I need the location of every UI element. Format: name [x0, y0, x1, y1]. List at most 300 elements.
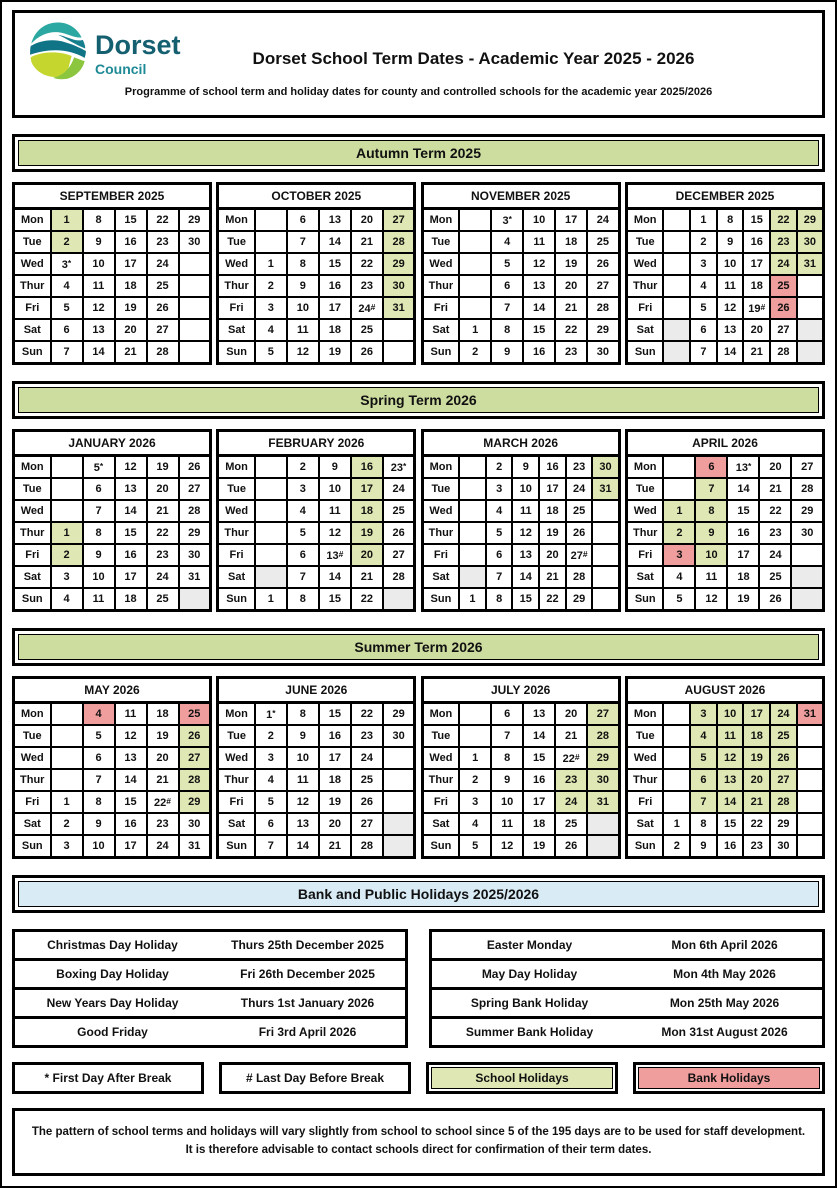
- day-label: Tue: [218, 478, 255, 500]
- week-row: [218, 341, 415, 364]
- day-cell: [587, 813, 619, 835]
- week-row: [422, 703, 619, 726]
- day-cell: 13*: [727, 456, 759, 479]
- week-row: [626, 297, 823, 319]
- day-cell: 10: [695, 544, 727, 566]
- day-label: Tue: [422, 725, 459, 747]
- week-row: [422, 835, 619, 858]
- day-cell: 25: [147, 275, 179, 297]
- bank-holiday-row: [431, 989, 824, 1018]
- day-cell: 2: [459, 769, 491, 791]
- day-cell: 23: [555, 769, 587, 791]
- day-cell: 16: [115, 231, 147, 253]
- day-cell: 23: [555, 341, 587, 364]
- week-row: [218, 747, 415, 769]
- holiday-name: Christmas Day Holiday: [14, 931, 211, 960]
- day-cell: 14: [717, 791, 744, 813]
- day-label: Mon: [218, 703, 255, 726]
- day-cell: 24: [383, 478, 415, 500]
- day-cell: [179, 319, 211, 341]
- day-cell: 18: [523, 813, 555, 835]
- day-cell: 11: [523, 231, 555, 253]
- day-cell: 4: [255, 319, 287, 341]
- day-cell: 16: [743, 231, 770, 253]
- week-row: [422, 522, 619, 544]
- day-cell: 8: [287, 253, 319, 275]
- day-cell: 20: [539, 544, 566, 566]
- day-cell: 12: [491, 835, 523, 858]
- day-cell: 18: [115, 275, 147, 297]
- day-cell: 27: [179, 478, 211, 500]
- day-cell: [383, 747, 415, 769]
- day-cell: 29: [383, 703, 415, 726]
- day-cell: 28: [791, 478, 823, 500]
- day-cell: [663, 341, 690, 364]
- day-cell: 28: [770, 341, 797, 364]
- day-label: Tue: [626, 478, 663, 500]
- day-cell: 1: [459, 588, 486, 611]
- holiday-name: New Years Day Holiday: [14, 989, 211, 1018]
- day-cell: 31: [587, 791, 619, 813]
- day-label: Mon: [14, 209, 51, 232]
- day-label: Sun: [422, 835, 459, 858]
- week-row: [626, 566, 823, 588]
- day-cell: [663, 725, 690, 747]
- day-cell: [51, 500, 83, 522]
- day-cell: 6: [695, 456, 727, 479]
- week-row: [626, 478, 823, 500]
- day-label: Sun: [14, 835, 51, 858]
- day-cell: 19: [523, 835, 555, 858]
- day-cell: 25: [587, 231, 619, 253]
- calendar-june-2026: [216, 676, 416, 859]
- day-cell: [663, 791, 690, 813]
- calendar-october-2025: [216, 182, 416, 365]
- week-row: [14, 725, 211, 747]
- week-row: [626, 791, 823, 813]
- week-row: [626, 209, 823, 232]
- day-cell: 1: [459, 747, 491, 769]
- day-cell: 11: [319, 500, 351, 522]
- day-label: Thur: [14, 275, 51, 297]
- day-cell: [383, 341, 415, 364]
- day-cell: [663, 456, 695, 479]
- day-cell: 19: [727, 588, 759, 611]
- bank-holiday-table: [12, 929, 408, 1048]
- day-cell: 14: [115, 769, 147, 791]
- dorset-council-logo: [27, 20, 181, 82]
- day-cell: [459, 297, 491, 319]
- day-cell: 3: [459, 791, 491, 813]
- day-cell: 1: [663, 500, 695, 522]
- day-cell: 1: [51, 791, 83, 813]
- day-cell: 9: [512, 456, 539, 479]
- day-cell: 6: [255, 813, 287, 835]
- day-cell: 19: [351, 522, 383, 544]
- week-row: [14, 747, 211, 769]
- day-cell: 9: [83, 544, 115, 566]
- day-label: Wed: [14, 500, 51, 522]
- day-label: Sat: [14, 813, 51, 835]
- day-cell: 9: [319, 456, 351, 479]
- day-cell: 31: [797, 703, 824, 726]
- day-cell: 5: [255, 791, 287, 813]
- day-cell: 25: [770, 275, 797, 297]
- day-cell: 20: [759, 456, 791, 479]
- week-row: [14, 522, 211, 544]
- day-cell: 23: [351, 275, 383, 297]
- bank-holiday-row: [14, 960, 407, 989]
- dorset-council-logo-icon: [27, 20, 89, 82]
- day-cell: 3: [690, 703, 717, 726]
- day-marker: *: [747, 460, 752, 471]
- day-label: Tue: [14, 725, 51, 747]
- day-cell: 30: [797, 231, 824, 253]
- day-cell: 26: [351, 341, 383, 364]
- day-label: Mon: [14, 456, 51, 479]
- day-cell: 7: [690, 341, 717, 364]
- day-cell: [663, 769, 690, 791]
- day-cell: [255, 566, 287, 588]
- day-cell: 2: [255, 725, 287, 747]
- day-cell: 24#: [351, 297, 383, 319]
- day-label: Thur: [422, 275, 459, 297]
- calendar-november-2025: [421, 182, 621, 365]
- bank-holidays-band: [12, 875, 825, 913]
- week-row: [422, 500, 619, 522]
- day-cell: 14: [287, 835, 319, 858]
- day-cell: 13: [717, 769, 744, 791]
- day-cell: 1*: [255, 703, 287, 726]
- day-cell: 17: [743, 253, 770, 275]
- day-cell: 27#: [566, 544, 593, 566]
- day-cell: 22: [770, 209, 797, 232]
- day-cell: 1: [255, 253, 287, 275]
- day-label: Sun: [626, 835, 663, 858]
- day-label: Sun: [218, 835, 255, 858]
- day-cell: 25: [566, 500, 593, 522]
- day-cell: 6: [51, 319, 83, 341]
- week-row: [422, 297, 619, 319]
- day-cell: 12: [115, 456, 147, 479]
- day-cell: [459, 209, 491, 232]
- day-cell: 29: [179, 522, 211, 544]
- week-row: [422, 566, 619, 588]
- day-cell: 8: [695, 500, 727, 522]
- day-label: Sat: [626, 319, 663, 341]
- day-label: Fri: [14, 544, 51, 566]
- day-label: Thur: [14, 769, 51, 791]
- day-cell: 28: [179, 500, 211, 522]
- day-cell: [51, 725, 83, 747]
- day-cell: 19: [539, 522, 566, 544]
- day-cell: [797, 275, 824, 297]
- day-cell: [459, 275, 491, 297]
- day-cell: 4: [690, 725, 717, 747]
- day-cell: 18: [743, 725, 770, 747]
- day-label: Sun: [14, 341, 51, 364]
- day-cell: 8: [83, 209, 115, 232]
- day-cell: 4: [459, 813, 491, 835]
- week-row: [626, 275, 823, 297]
- day-cell: 20: [319, 813, 351, 835]
- day-cell: 10: [83, 835, 115, 858]
- week-row: [626, 253, 823, 275]
- day-cell: 12: [523, 253, 555, 275]
- day-cell: 23: [147, 813, 179, 835]
- day-cell: [51, 478, 83, 500]
- week-row: [14, 769, 211, 791]
- day-cell: [797, 813, 824, 835]
- day-cell: [179, 297, 211, 319]
- day-cell: 22#: [555, 747, 587, 769]
- day-cell: 3: [287, 478, 319, 500]
- day-cell: 30: [383, 275, 415, 297]
- day-cell: 21: [743, 341, 770, 364]
- day-cell: 13: [512, 544, 539, 566]
- day-cell: 7: [491, 297, 523, 319]
- day-cell: 6: [690, 769, 717, 791]
- day-cell: [383, 791, 415, 813]
- day-cell: 5: [51, 297, 83, 319]
- day-cell: 18: [147, 703, 179, 726]
- day-cell: [663, 253, 690, 275]
- month-title: MARCH 2026: [422, 431, 619, 456]
- day-marker: #: [582, 548, 588, 559]
- day-cell: 12: [83, 297, 115, 319]
- day-label: Mon: [626, 209, 663, 232]
- day-cell: 27: [770, 319, 797, 341]
- holiday-name: Easter Monday: [431, 931, 628, 960]
- day-cell: 4: [287, 500, 319, 522]
- page-subtitle: Programme of school term and holiday dates for county and controlled schools for the academic year 2025/2026: [124, 86, 713, 98]
- week-row: [422, 341, 619, 364]
- day-cell: 15: [512, 588, 539, 611]
- day-cell: 1: [663, 813, 690, 835]
- legend-label: * First Day After Break: [44, 1071, 172, 1085]
- day-marker: #: [370, 301, 376, 312]
- day-cell: 28: [147, 341, 179, 364]
- day-cell: [383, 813, 415, 835]
- day-cell: 7: [287, 566, 319, 588]
- day-cell: 5: [486, 522, 513, 544]
- day-cell: 19: [319, 341, 351, 364]
- day-cell: 8: [83, 791, 115, 813]
- day-cell: 8: [287, 588, 319, 611]
- holiday-name: Spring Bank Holiday: [431, 989, 628, 1018]
- day-label: Mon: [422, 209, 459, 232]
- day-cell: 28: [383, 231, 415, 253]
- bank-holiday-row: [14, 931, 407, 960]
- day-cell: 18: [727, 566, 759, 588]
- day-cell: 30: [791, 522, 823, 544]
- day-cell: [791, 544, 823, 566]
- day-cell: 9: [83, 231, 115, 253]
- term-band: [12, 381, 825, 419]
- holiday-date: Mon 6th April 2026: [627, 931, 824, 960]
- term-section: [12, 628, 825, 859]
- holiday-date: Mon 25th May 2026: [627, 989, 824, 1018]
- day-cell: 21: [555, 297, 587, 319]
- day-cell: [797, 791, 824, 813]
- day-cell: 5: [690, 747, 717, 769]
- day-cell: 9: [287, 275, 319, 297]
- day-cell: [255, 209, 287, 232]
- day-cell: 26: [770, 297, 797, 319]
- day-cell: 14: [115, 500, 147, 522]
- day-cell: 29: [179, 791, 211, 813]
- day-cell: [255, 500, 287, 522]
- day-cell: 11: [512, 500, 539, 522]
- day-label: Fri: [626, 791, 663, 813]
- day-cell: 13: [523, 703, 555, 726]
- day-cell: 27: [383, 544, 415, 566]
- day-cell: [255, 522, 287, 544]
- day-label: Thur: [626, 275, 663, 297]
- day-cell: 3: [255, 747, 287, 769]
- day-cell: 9: [695, 522, 727, 544]
- day-label: Fri: [422, 544, 459, 566]
- day-cell: 10: [717, 703, 744, 726]
- day-cell: 25: [555, 813, 587, 835]
- week-row: [626, 769, 823, 791]
- day-cell: [791, 588, 823, 611]
- day-cell: 31: [383, 297, 415, 319]
- day-cell: [255, 456, 287, 479]
- day-cell: 13: [115, 478, 147, 500]
- week-row: [626, 456, 823, 479]
- day-cell: 28: [383, 566, 415, 588]
- day-label: Wed: [14, 253, 51, 275]
- day-cell: 7: [695, 478, 727, 500]
- week-row: [14, 478, 211, 500]
- day-cell: 15: [523, 319, 555, 341]
- day-cell: 24: [351, 747, 383, 769]
- day-cell: 23: [566, 456, 593, 479]
- day-cell: [797, 725, 824, 747]
- holiday-date: Fri 26th December 2025: [210, 960, 407, 989]
- day-label: Tue: [218, 725, 255, 747]
- day-cell: 30: [770, 835, 797, 858]
- day-cell: 12: [695, 588, 727, 611]
- week-row: [14, 319, 211, 341]
- day-cell: 2: [486, 456, 513, 479]
- day-cell: [383, 835, 415, 858]
- day-cell: 26: [179, 725, 211, 747]
- day-label: Wed: [218, 747, 255, 769]
- day-label: Thur: [218, 275, 255, 297]
- day-label: Sat: [218, 566, 255, 588]
- bank-holiday-row: [14, 1018, 407, 1047]
- day-cell: 2: [51, 231, 83, 253]
- day-label: Fri: [626, 297, 663, 319]
- day-cell: 11: [491, 813, 523, 835]
- week-row: [218, 769, 415, 791]
- month-title: FEBRUARY 2026: [218, 431, 415, 456]
- day-cell: 21: [539, 566, 566, 588]
- day-cell: 12: [319, 522, 351, 544]
- day-cell: 9: [287, 725, 319, 747]
- day-cell: 25: [351, 319, 383, 341]
- day-label: Sat: [422, 813, 459, 835]
- day-cell: 24: [147, 253, 179, 275]
- week-row: [422, 253, 619, 275]
- day-cell: 15: [717, 813, 744, 835]
- day-cell: [663, 297, 690, 319]
- week-row: [218, 209, 415, 232]
- legend-item: [426, 1062, 618, 1094]
- term-section: [12, 381, 825, 612]
- day-cell: 5: [287, 522, 319, 544]
- day-cell: 26: [555, 835, 587, 858]
- day-cell: 16: [539, 456, 566, 479]
- day-cell: [51, 747, 83, 769]
- day-cell: 5: [255, 341, 287, 364]
- day-label: Sat: [422, 319, 459, 341]
- day-cell: 13: [523, 275, 555, 297]
- day-cell: 6: [287, 209, 319, 232]
- day-label: Tue: [422, 478, 459, 500]
- day-cell: 8: [83, 522, 115, 544]
- week-row: [626, 231, 823, 253]
- day-cell: 21: [351, 566, 383, 588]
- footer-line1: The pattern of school terms and holidays will vary slightly from school to school since 5 of the 195 days are to be used for staff development.: [31, 1126, 806, 1138]
- week-row: [626, 835, 823, 858]
- week-row: [422, 769, 619, 791]
- day-label: Mon: [626, 703, 663, 726]
- legend-label: Bank Holidays: [638, 1067, 820, 1089]
- day-cell: 7: [83, 500, 115, 522]
- day-marker: *: [508, 213, 512, 224]
- day-cell: [459, 725, 491, 747]
- week-row: [218, 835, 415, 858]
- day-cell: 20: [147, 478, 179, 500]
- month-title: JULY 2026: [422, 678, 619, 703]
- day-cell: [791, 566, 823, 588]
- day-cell: [797, 769, 824, 791]
- week-row: [422, 275, 619, 297]
- day-cell: 8: [287, 703, 319, 726]
- day-cell: 24: [759, 544, 791, 566]
- day-cell: 25: [759, 566, 791, 588]
- week-row: [218, 275, 415, 297]
- day-cell: 27: [383, 209, 415, 232]
- day-cell: 15: [523, 747, 555, 769]
- day-cell: 17: [351, 478, 383, 500]
- day-cell: 30: [383, 725, 415, 747]
- day-cell: 27: [179, 747, 211, 769]
- day-cell: 25: [770, 725, 797, 747]
- day-cell: 27: [791, 456, 823, 479]
- day-cell: 11: [717, 725, 744, 747]
- calendar-may-2026: [12, 676, 212, 859]
- day-label: Mon: [626, 456, 663, 479]
- day-cell: 19: [147, 456, 179, 479]
- day-cell: 29: [770, 813, 797, 835]
- day-cell: 10: [491, 791, 523, 813]
- day-cell: 30: [592, 456, 619, 479]
- day-cell: 22: [539, 588, 566, 611]
- day-cell: 17: [115, 253, 147, 275]
- day-cell: [255, 544, 287, 566]
- week-row: [14, 253, 211, 275]
- day-cell: 27: [770, 769, 797, 791]
- day-cell: 24: [770, 253, 797, 275]
- month-title: JUNE 2026: [218, 678, 415, 703]
- day-cell: 15: [319, 253, 351, 275]
- day-cell: 13: [319, 209, 351, 232]
- week-row: [626, 522, 823, 544]
